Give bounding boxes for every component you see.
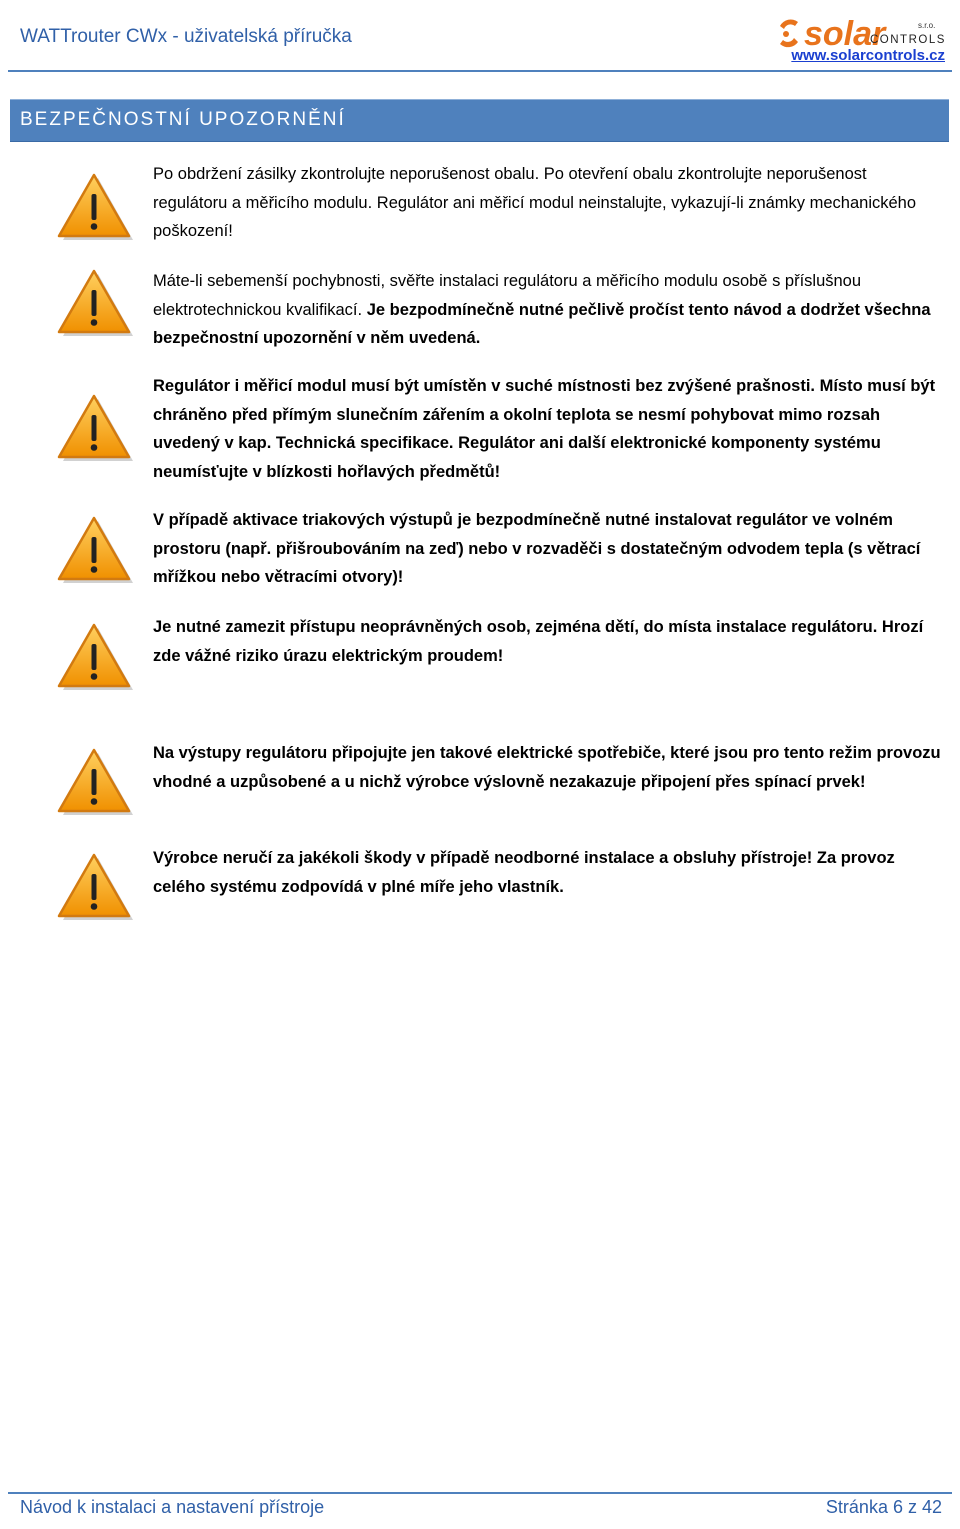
footer-document-title: Návod k instalaci a nastavení přístroje xyxy=(20,1497,325,1517)
warning-text-7: Výrobce neručí za jakékoli škody v případě neodborné instalace a obsluhy přístroje! Za provoz celého systému zodpovídá v plné míře jeho vlastník. xyxy=(153,849,895,896)
warning-text-4: V případě aktivace triakových výstupů je bezpodmínečně nutné instalovat regulátor ve volném prostoru (např. přišroubováním na zeď) nebo v rozvaděči s dostatečným odvodem tepla (s větrací mřížkou nebo větracími otvory)! xyxy=(153,511,921,586)
warning-triangle-icon xyxy=(55,393,137,467)
warning-text-3: Regulátor i měřicí modul musí být umístěn v suché místnosti bez zvýšené prašnosti. Místo musí být chráněno před přímým slunečním zářením a okolní teplota se nesmí pohybovat mimo rozsah uvedený v kap. Technická specifikace. Regulátor ani další elektronické komponenty systému neumísťujte v blízkosti hořlavých předmětů! xyxy=(153,377,936,481)
warning-triangle-icon xyxy=(55,747,137,821)
header-title: WATTrouter CWx - uživatelská příručka xyxy=(20,26,352,47)
warning-triangle-icon xyxy=(55,172,137,246)
warning-text-1: Po obdržení zásilky zkontrolujte neporušenost obalu. Po otevření obalu zkontrolujte neporušenost regulátoru a měřicího modulu. Regulátor ani měřicí modul neinstalujte, vykazují-li známky mechanického poškození! xyxy=(153,165,917,240)
warning-triangle-icon xyxy=(55,852,137,926)
logo-brand-text: solar xyxy=(804,15,886,53)
header-divider xyxy=(8,70,952,72)
section-heading-bar xyxy=(10,99,949,142)
website-link[interactable]: www.solarcontrols.cz xyxy=(791,47,945,64)
warning-text-2: Máte-li sebemenší pochybnosti, svěřte instalaci regulátoru a měřicího modulu osobě s příslušnou elektrotechnickou kvalifikací. Je bezpodmínečně nutné pečlivě pročíst tento návod a dodržet všechna bezpečnostní upozornění v něm uvedená. xyxy=(153,272,931,347)
warning-triangle-icon xyxy=(55,515,137,589)
warning-triangle-icon xyxy=(55,268,137,342)
logo-sub-text: CONTROLS xyxy=(870,34,946,46)
warning-text-6: Na výstupy regulátoru připojujte jen takové elektrické spotřebiče, které jsou pro tento režim provozu vhodné a uzpůsobené a u nichž výrobce výslovně nezakazuje připojení přes spínací prvek! xyxy=(153,744,941,791)
footer-page-number: Stránka 6 z 42 xyxy=(825,1497,942,1517)
warning-triangle-icon xyxy=(55,622,137,696)
warning-text-5: Je nutné zamezit přístupu neoprávněných osob, zejména dětí, do místa instalace regulátoru. Hrozí zde vážné riziko úrazu elektrickým proudem! xyxy=(153,618,924,665)
logo-small-text: s.r.o. xyxy=(918,21,936,30)
section-title: BEZPEČNOSTNÍ UPOZORNĚNÍ xyxy=(20,109,346,130)
footer-divider xyxy=(8,1492,952,1494)
